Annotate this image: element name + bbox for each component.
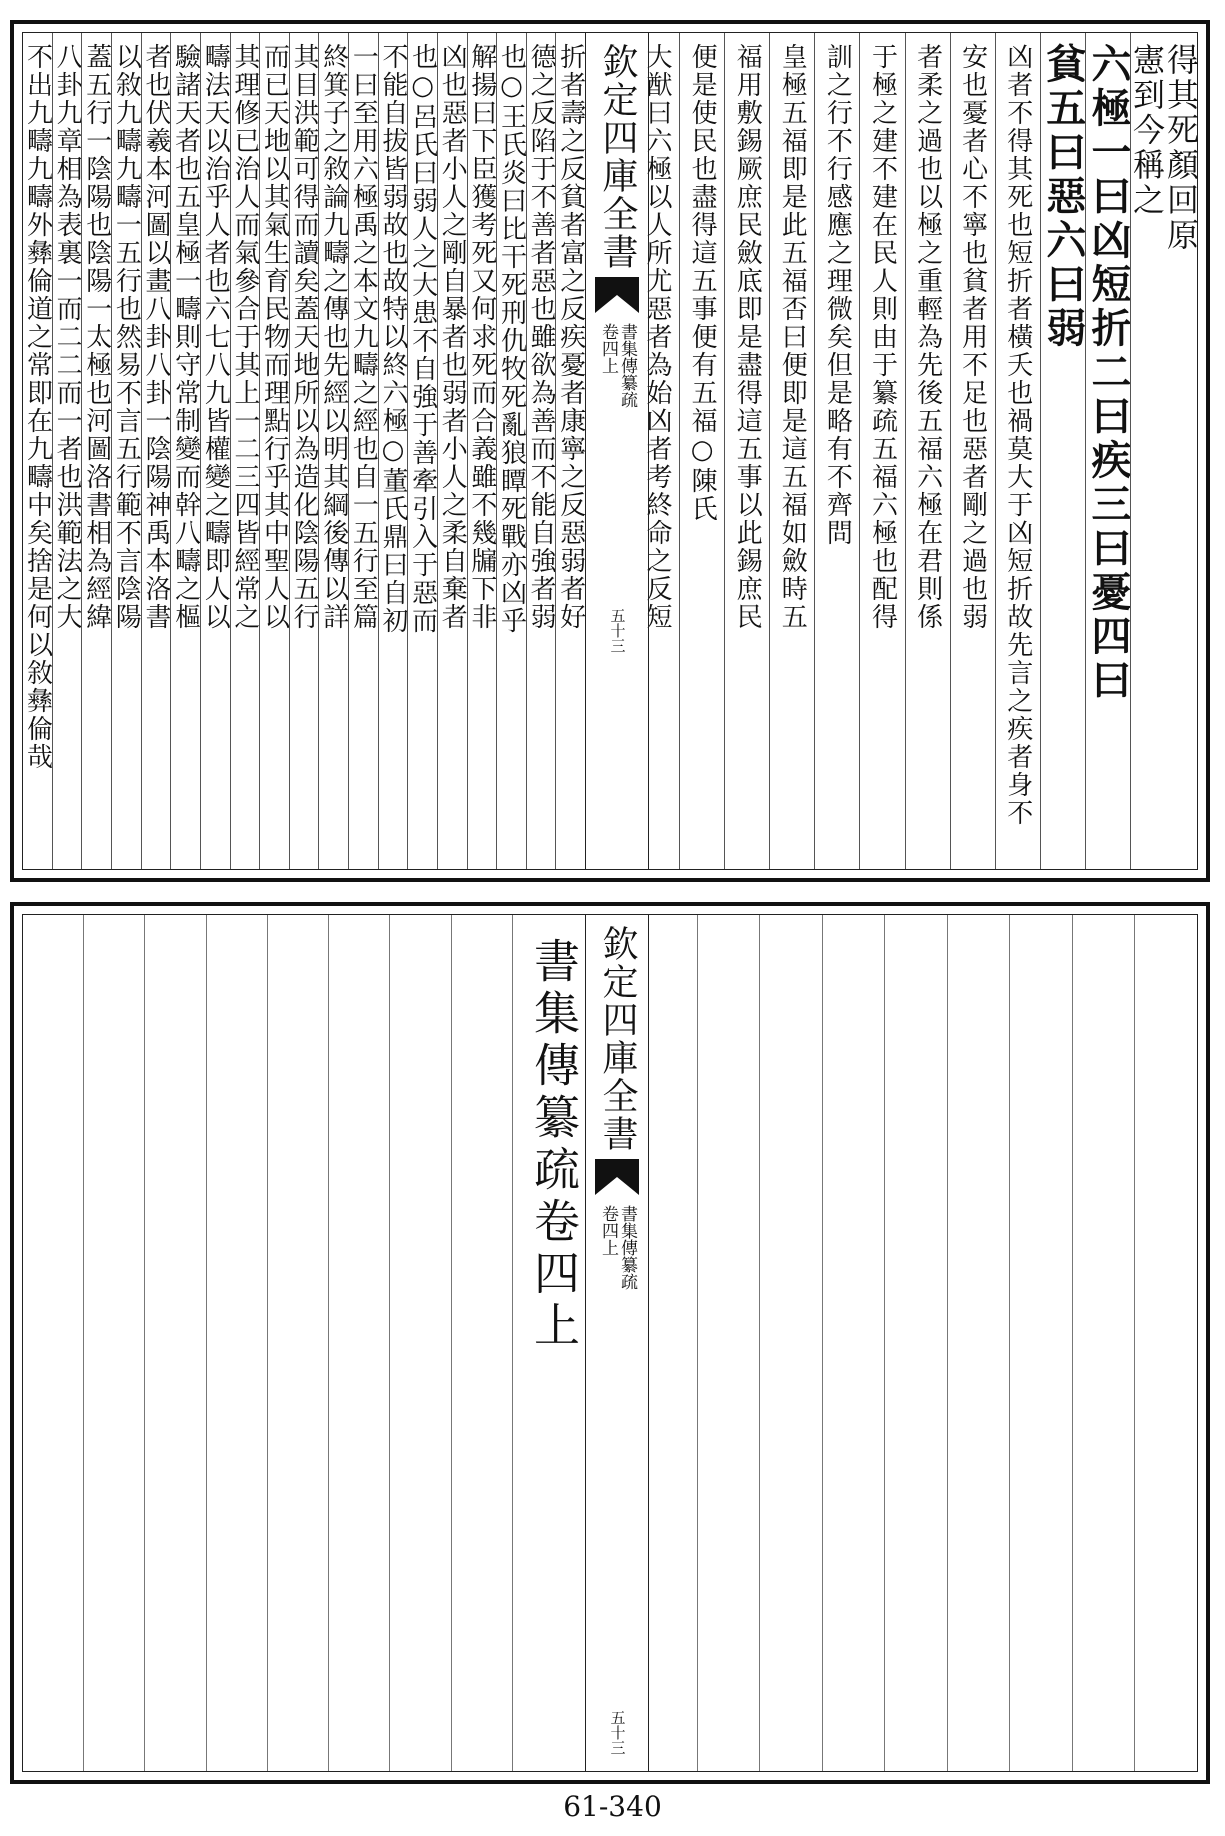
gutter-volume: 卷四上 [598, 1205, 618, 1256]
commentary-line: 驗諸天者也五皇極一疇則守常制變而幹八疇之樞 [170, 43, 201, 631]
main-text-line: 貧五曰惡六曰弱 [1039, 43, 1087, 351]
blank-column [451, 915, 512, 1771]
commentary-line: 以敘九疇九疇一五行也然易不言五行範不言陰陽 [111, 43, 142, 631]
commentary-line: 終箕子之敘論九疇之傳也先經以明其綱後傳以詳 [318, 43, 349, 631]
bottom-page-frame [22, 914, 1198, 1772]
title-column [512, 915, 585, 1771]
text-column [23, 33, 52, 869]
blank-column [23, 915, 83, 1771]
text-column [1040, 33, 1085, 869]
blank-column [144, 915, 205, 1771]
text-column [950, 33, 995, 869]
text-column [769, 33, 814, 869]
commentary-line: 便是使民也盡得這五事便有五福○陳氏 [687, 43, 718, 523]
text-column [724, 33, 769, 869]
commentary-line: 訓之行不行感應之理微矣但是略有不齊問 [822, 43, 853, 547]
text-column [814, 33, 859, 869]
text-column [467, 33, 497, 869]
top-left-text-block [23, 33, 585, 869]
text-column [859, 33, 904, 869]
text-column [141, 33, 171, 869]
double-line-annotation [1128, 43, 1200, 253]
volume-end-title: 書集傳纂疏卷四上 [527, 937, 581, 1353]
gutter-title: 欽定四庫全書 [597, 43, 638, 271]
commentary-line: 凶也惡者小人之剛自暴者也弱者小人之柔自棄者 [437, 43, 468, 631]
bottom-gutter [585, 915, 649, 1771]
text-column [348, 33, 378, 869]
text-column [111, 33, 141, 869]
blank-column [822, 915, 885, 1771]
commentary-line: 蓋五行一陰陽也陰陽一太極也河圖洛書相為經緯 [81, 43, 112, 631]
top-page-frame [22, 32, 1198, 870]
text-column [230, 33, 260, 869]
blank-column [1072, 915, 1135, 1771]
blank-column [328, 915, 389, 1771]
blank-column [206, 915, 267, 1771]
text-column [289, 33, 319, 869]
commentary-line: 于極之建不建在民人則由于纂疏五福六極也配得 [867, 43, 898, 631]
commentary-line: 也○王氏炎曰比干死刑仇牧死亂狼瞫死戰亦凶乎 [496, 43, 527, 635]
commentary-line: 皇極五福即是此五福否曰便即是這五福如斂時五 [777, 43, 808, 631]
commentary-line: 其理修已治人而氣參合于其上一二三四皆經常之 [229, 43, 260, 631]
text-column [200, 33, 230, 869]
commentary-line: 一曰至用六極禹之本文九疇之經也自一五行至篇 [348, 43, 379, 631]
text-column [496, 33, 526, 869]
commentary-line: 者柔之過也以極之重輕為先後五福六極在君則係 [912, 43, 943, 631]
main-text-line: 六極一曰凶短折二曰疾三曰憂四曰 [1084, 43, 1132, 703]
commentary-line: 者也伏羲本河圖以畫八卦八卦一陰陽神禹本洛書 [140, 43, 171, 631]
blank-column [1009, 915, 1072, 1771]
gutter-page-number: 五十三 [608, 608, 627, 653]
gutter-page-number: 五十三 [608, 1710, 627, 1755]
commentary-line: 八卦九章相為表裏一而二二而一者也洪範法之大 [52, 43, 83, 631]
fishtail-mark-icon [595, 277, 639, 313]
text-column [407, 33, 437, 869]
blank-column [947, 915, 1010, 1771]
commentary-line: 疇法天以治乎人者也六七八九皆權變之疇即人以 [200, 43, 231, 631]
gutter-subtitle [599, 323, 635, 408]
commentary-line: 不出九疇九疇外彝倫道之常即在九疇中矣捨是何以敘彝倫哉 [22, 43, 53, 771]
commentary-line: 福用敷錫厥庶民斂底即是盡得這五事以此錫庶民 [732, 43, 763, 631]
commentary-line: 不能自拔皆弱故也故特以終六極○董氏鼎曰自初 [377, 43, 408, 635]
commentary-line: 而已天地以其氣生育民物而理點行乎其中聖人以 [259, 43, 290, 631]
blank-column [83, 915, 144, 1771]
commentary-line: 大猷曰六極以人所尤惡者為始凶者考終命之反短 [642, 43, 673, 631]
gutter-book-title: 書集傳纂疏 [617, 323, 637, 408]
text-column [259, 33, 289, 869]
top-page [10, 20, 1210, 882]
bottom-page [10, 902, 1210, 1784]
blank-column [389, 915, 450, 1771]
text-column [318, 33, 348, 869]
top-gutter [585, 33, 649, 869]
text-column [555, 33, 585, 869]
text-column [170, 33, 200, 869]
gutter-volume: 卷四上 [598, 323, 618, 374]
gutter-subtitle [599, 1205, 635, 1290]
bottom-right-blank-block [635, 915, 1197, 1771]
text-column [378, 33, 408, 869]
annotation-line: 得其死顏回原 [1162, 43, 1200, 253]
footer-page-number: 61-340 [563, 1790, 662, 1823]
blank-column [697, 915, 760, 1771]
commentary-line: 德之反陷于不善者惡也雖欲為善而不能自強者弱 [526, 43, 557, 631]
bottom-left-block [23, 915, 585, 1771]
text-column [1128, 33, 1200, 869]
commentary-line: 也○呂氏曰弱人之大患不自強于善牽引入于惡而 [407, 43, 438, 635]
blank-column [759, 915, 822, 1771]
text-column [679, 33, 724, 869]
text-column [995, 33, 1040, 869]
gutter-book-title: 書集傳纂疏 [617, 1205, 637, 1290]
text-column [526, 33, 556, 869]
commentary-line: 解揚曰下臣獲考死又何求死而合義雖不幾牖下非 [466, 43, 497, 631]
top-right-text-block [635, 33, 1200, 869]
commentary-line: 凶者不得其死也短折者橫夭也禍莫大于凶短折故先言之疾者身不 [1002, 43, 1033, 827]
blank-column [267, 915, 328, 1771]
text-column [81, 33, 111, 869]
blank-column [884, 915, 947, 1771]
text-column [1085, 33, 1130, 869]
text-column [905, 33, 950, 869]
gutter-title: 欽定四庫全書 [597, 925, 638, 1153]
commentary-line: 安也憂者心不寧也貧者用不足也惡者剛之過也弱 [957, 43, 988, 631]
annotation-line: 憲到今稱之 [1128, 43, 1166, 218]
fishtail-mark-icon [595, 1159, 639, 1195]
blank-column [1134, 915, 1197, 1771]
commentary-line: 折者壽之反貧者富之反疾憂者康寧之反惡弱者好 [555, 43, 586, 631]
text-column [437, 33, 467, 869]
text-column [52, 33, 82, 869]
commentary-line: 其目洪範可得而讀矣蓋天地所以為造化陰陽五行 [289, 43, 320, 631]
